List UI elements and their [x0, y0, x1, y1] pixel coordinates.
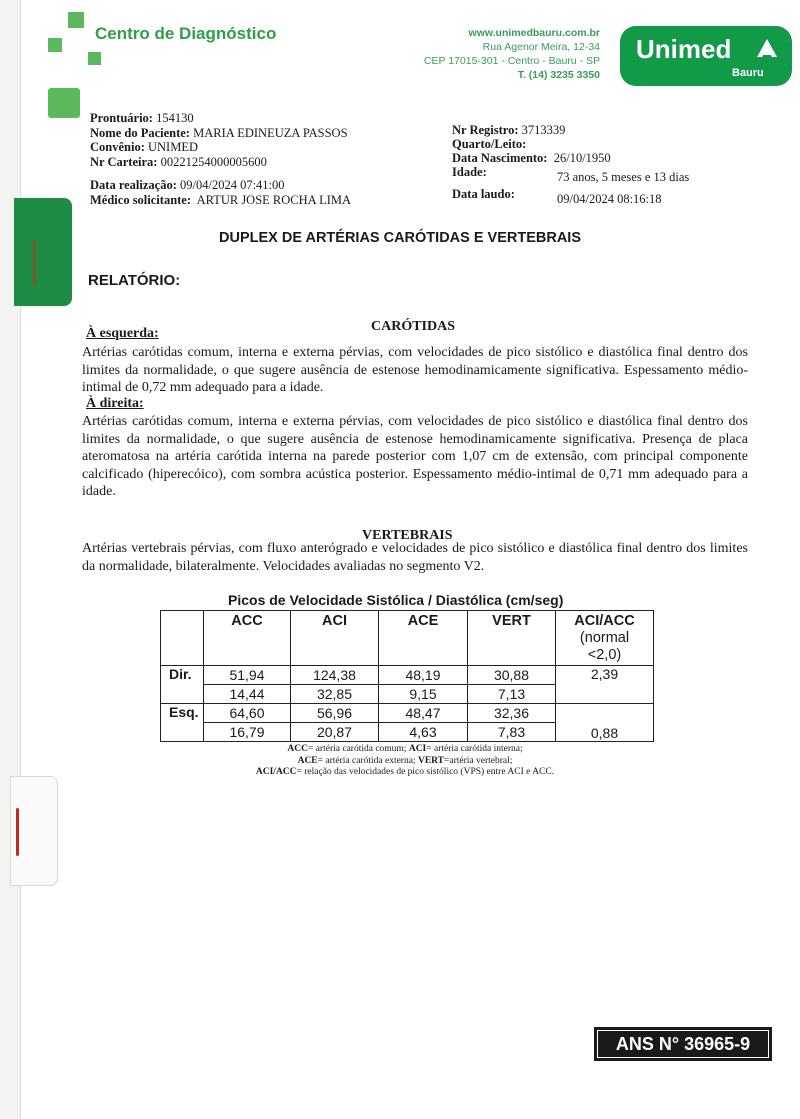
registro-label: Nr Registro: [452, 123, 519, 137]
registro-row [452, 123, 565, 138]
carteira-row [90, 155, 267, 170]
corner-cell [161, 611, 204, 666]
table-legend [240, 744, 570, 779]
website-link[interactable]: www.unimedbauru.com.br [468, 27, 600, 39]
cep: CEP 17015-301 - Centro - Bauru - SP [423, 55, 600, 67]
realizacao-value: 09/04/2024 07:41:00 [180, 178, 285, 192]
table-cell: 32,85 [291, 685, 379, 704]
table-cell: 48,47 [379, 704, 468, 723]
carteira-value: 00221254000005600 [160, 155, 267, 169]
table-cell: 7,83 [468, 723, 556, 742]
phone: T. (14) 3235 3350 [517, 69, 600, 81]
unimed-name: Unimed [636, 34, 732, 64]
table-cell: 16,79 [204, 723, 291, 742]
table-cell: 4,63 [379, 723, 468, 742]
red-pen-mark [16, 808, 19, 856]
table-cell: 51,94 [204, 666, 291, 685]
idade-value: 73 anos, 5 meses e 13 dias [557, 170, 690, 184]
convenio-label: Convênio: [90, 140, 145, 154]
ratio-note-1: (normal [579, 630, 630, 646]
brand-title: Centro de Diagnóstico [95, 24, 277, 43]
ratio-note-2: <2,0) [587, 647, 622, 663]
vertebrais-heading: VERTEBRAIS [362, 528, 453, 543]
nome-label: Nome do Paciente: [90, 126, 190, 140]
ans-number: ANS N° 36965-9 [597, 1030, 769, 1058]
table-cell: 14,44 [204, 685, 291, 704]
ans-badge [594, 1027, 772, 1061]
table-header-row [161, 611, 654, 666]
velocity-table [160, 610, 654, 742]
header-ace: ACE [379, 611, 468, 666]
report-title: DUPLEX DE ARTÉRIAS CARÓTIDAS E VERTEBRAIS [219, 230, 581, 246]
address: Rua Agenor Meira, 12-34 [482, 41, 600, 53]
header-ratio [556, 611, 654, 666]
prontuario-label: Prontuário: [90, 111, 153, 125]
prontuario-row [90, 111, 194, 126]
green-divider-tab [14, 198, 72, 306]
esquerda-heading: À esquerda: [86, 326, 159, 341]
header-aci: ACI [291, 611, 379, 666]
vertebrais-text: Artérias vertebrais pérvias, com fluxo anterógrado e velocidades de pico sistólico e diastólica final dentro dos limites da normalidade, bilateralmente. Velocidades avaliadas no segmento V2. [82, 541, 748, 574]
legend-line-3: ACI/ACC= relação das velocidades de pico sistólico (VPS) entre ACI e ACC. [255, 767, 555, 777]
staple-mark [33, 240, 36, 286]
header-vert: VERT [468, 611, 556, 666]
legend-line-2: ACE= artéria carótida externa; VERT=artéria vertebral; [297, 755, 513, 766]
ratio-cell-esq: 0,88 [556, 704, 654, 742]
table-cell: 30,88 [468, 666, 556, 685]
relatorio-heading: RELATÓRIO: [88, 272, 181, 289]
table-cell: 20,87 [291, 723, 379, 742]
nome-value: MARIA EDINEUZA PASSOS [193, 126, 348, 140]
idade-label: Idade: [452, 165, 487, 179]
nascimento-row [452, 151, 611, 166]
nascimento-value: 26/10/1950 [553, 151, 611, 165]
nascimento-label: Data Nascimento: [452, 151, 548, 165]
idade-label-row [452, 165, 487, 180]
header-acc: ACC [204, 611, 291, 666]
scan-edge [0, 0, 20, 1119]
table-cell: 124,38 [291, 666, 379, 685]
quarto-row [452, 137, 526, 152]
prontuario-value: 154130 [156, 111, 194, 125]
tree-logo-icon [756, 38, 778, 64]
nome-row [90, 126, 348, 141]
table-cell: 9,15 [379, 685, 468, 704]
table-cell: 32,36 [468, 704, 556, 723]
table-cell: 7,13 [468, 685, 556, 704]
medico-label: Médico solicitante: [90, 193, 192, 207]
legend-line-1: ACC= artéria carótida comum; ACI= artéria carótida interna; [287, 744, 523, 754]
row-label-dir: Dir. [161, 666, 204, 704]
scan-edge-line [20, 0, 21, 1119]
esquerda-text: Artérias carótidas comum, interna e externa pérvias, com velocidades de pico sistólico e diastólica final dentro dos limites da normalidade, o que sugere ausência de estenose hemodinamicamente significativa. Espessamento médio-intimal de 0,72 mm adequado para a idade. [82, 345, 748, 395]
carteira-label: Nr Carteira: [90, 155, 158, 169]
laudo-value: 09/04/2024 08:16:18 [557, 192, 662, 206]
realizacao-label: Data realização: [90, 178, 177, 192]
ratio-label: ACI/ACC [574, 613, 635, 629]
direita-text: Artérias carótidas comum, interna e externa pérvias, com velocidades de pico sistólico e diastólica final dentro dos limites da normalidade, o que sugere ausência de estenose hemodinamicamente significativa. Presença de placa ateromatosa na artéria carótida interna na parede posterior com 1,07 cm de extensão, com principal componente calcificado (hiperecóico), com sombra acústica posterior. Espessamento médio-intimal de 0,71 mm adequado para a idade. [82, 414, 748, 499]
medico-row [90, 193, 351, 208]
unimed-logo [620, 26, 792, 86]
contact-block [424, 26, 600, 82]
carotidas-heading: CARÓTIDAS [371, 319, 456, 334]
quarto-label: Quarto/Leito: [452, 137, 527, 151]
registro-value: 3713339 [521, 123, 566, 137]
table-row [161, 666, 654, 685]
unimed-city: Bauru [732, 67, 764, 79]
laudo-label: Data laudo: [452, 187, 515, 201]
table-row [161, 704, 654, 723]
table-caption: Picos de Velocidade Sistólica / Diastólica (cm/seg) [228, 592, 564, 608]
direita-heading: À direita: [86, 396, 144, 411]
convenio-value: UNIMED [148, 140, 198, 154]
table-cell: 48,19 [379, 666, 468, 685]
table-cell: 64,60 [204, 704, 291, 723]
realizacao-row [90, 178, 285, 193]
convenio-row [90, 140, 198, 155]
ratio-cell-dir: 2,39 [556, 666, 654, 704]
row-label-esq: Esq. [161, 704, 204, 742]
table-cell: 56,96 [291, 704, 379, 723]
medico-value: ARTUR JOSE ROCHA LIMA [196, 193, 352, 207]
